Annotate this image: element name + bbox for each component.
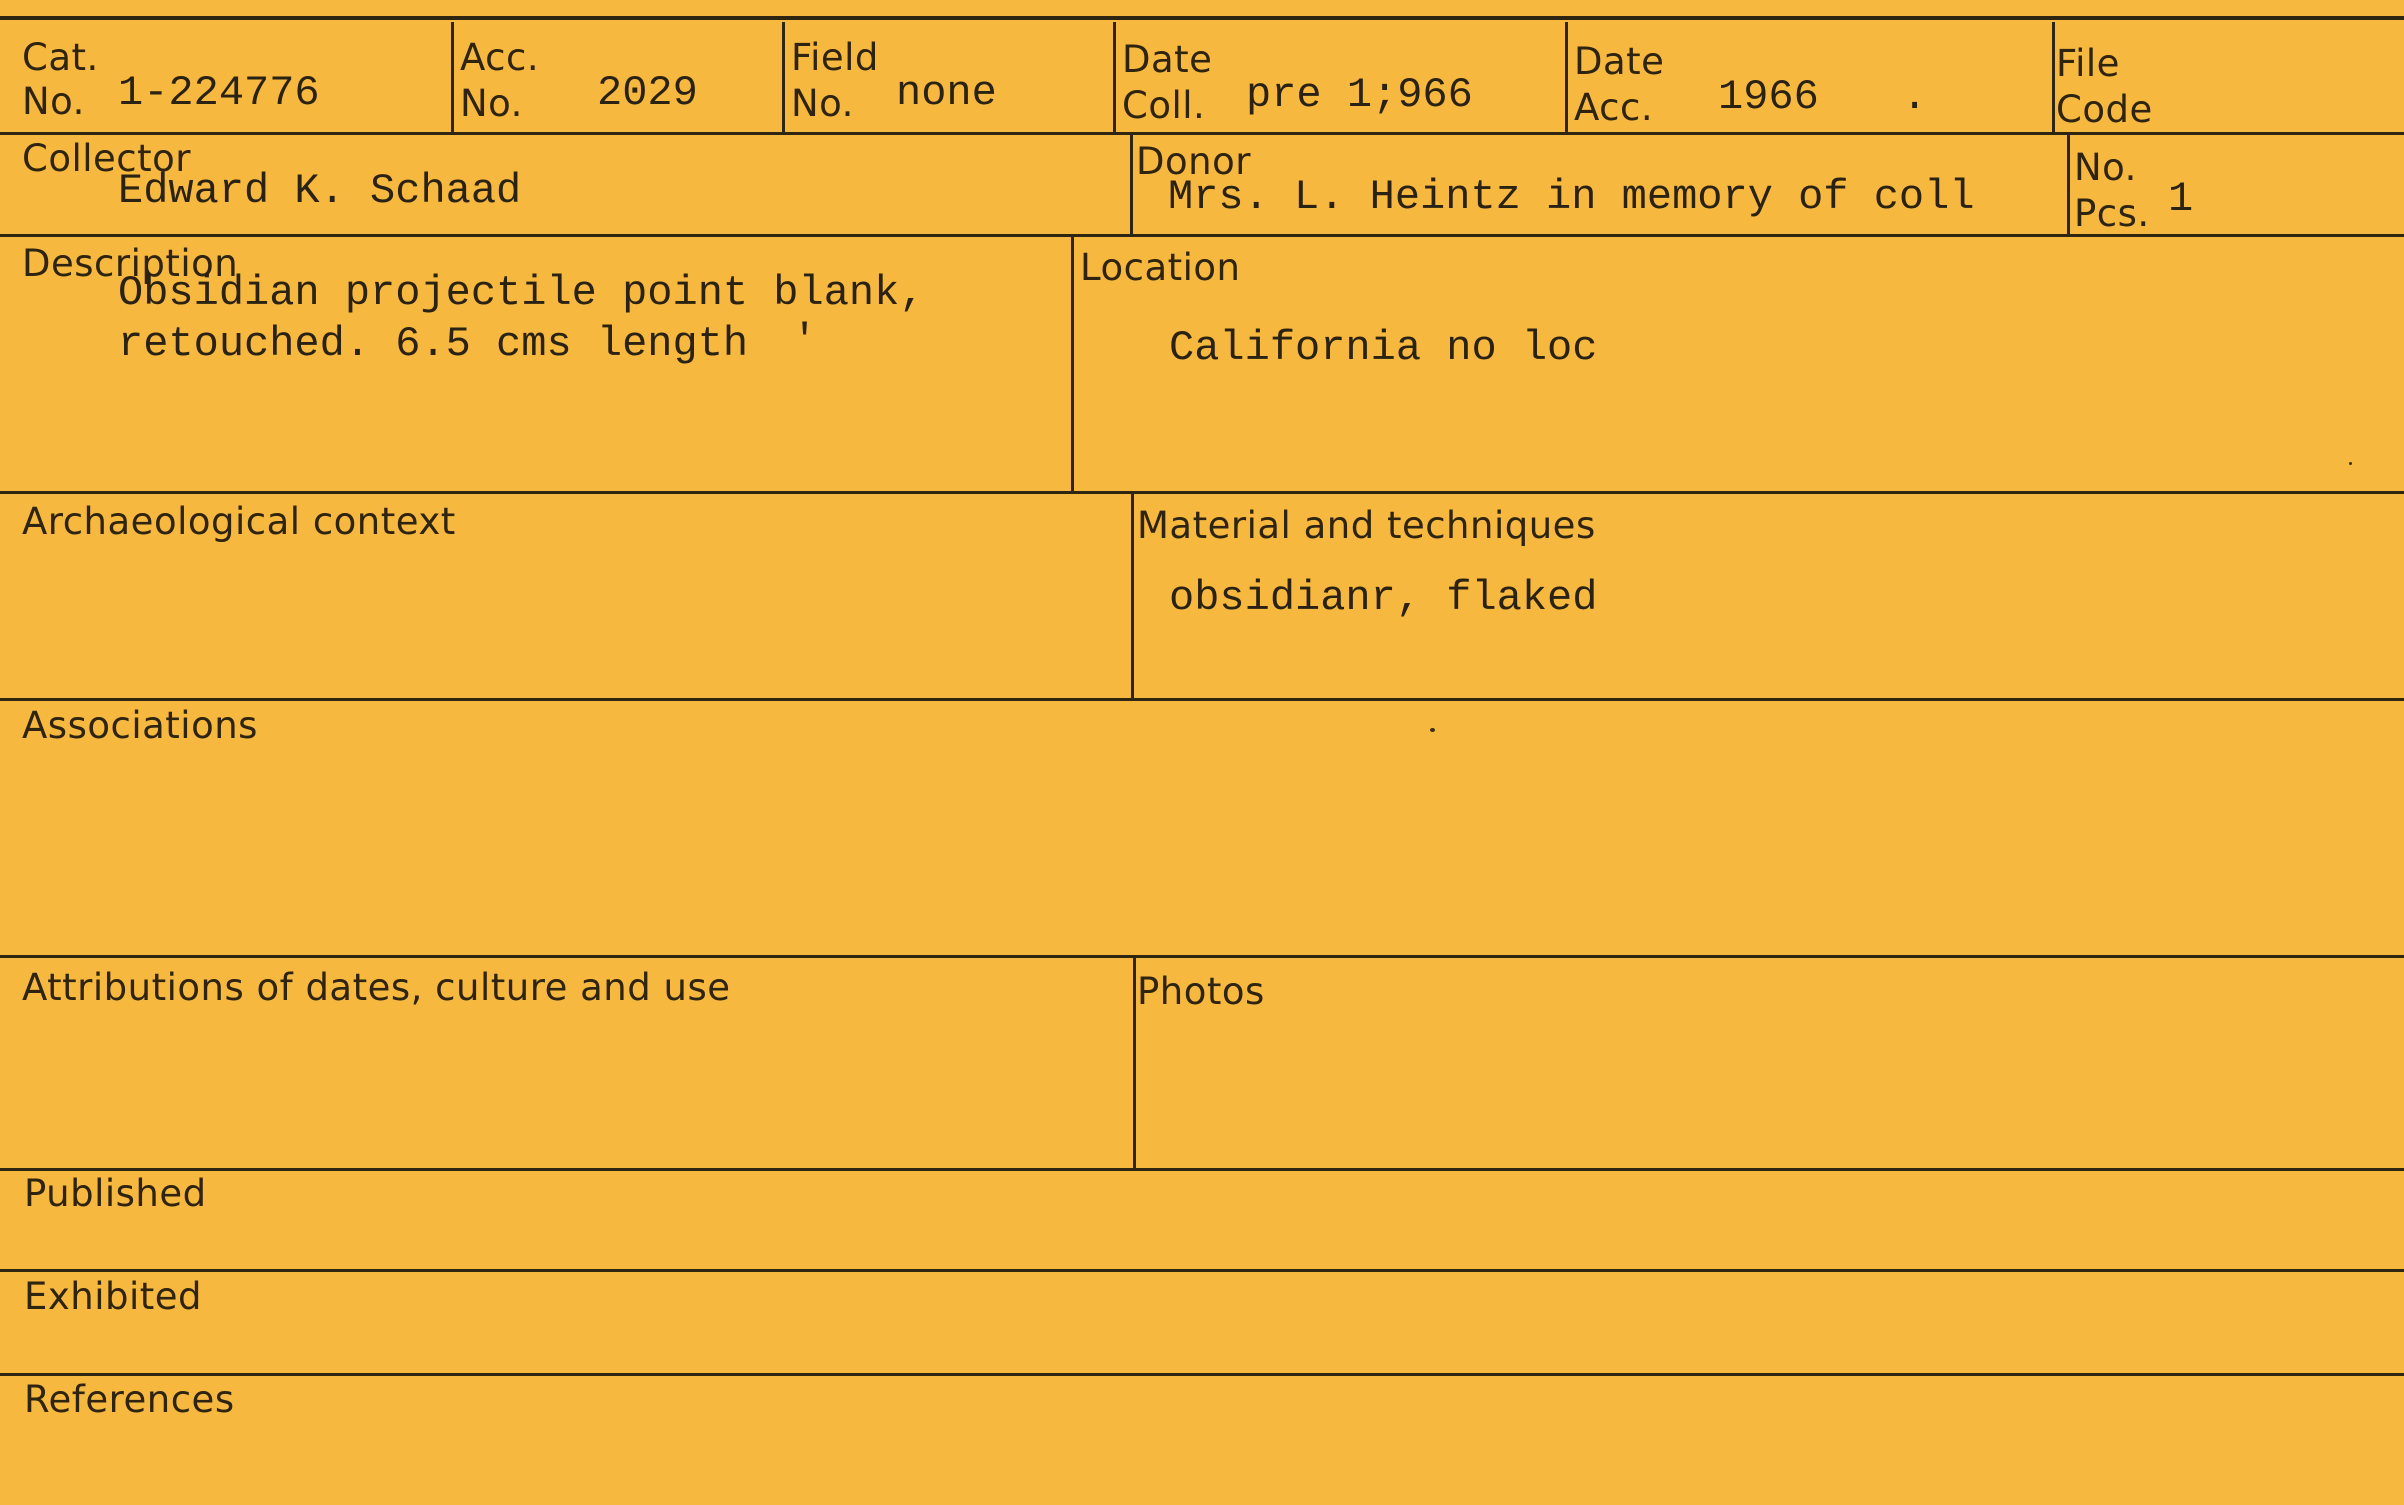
exhibited-label: Exhibited [24,1275,203,1318]
no-pcs-label-2: Pcs. [2074,192,2150,235]
no-pcs-value: 1 [2168,175,2194,223]
location-value: California no loc [1169,324,1598,372]
rule-attributions-bottom [0,1168,2404,1171]
field-no-label-2: No. [791,82,854,125]
description-line-2: retouched. 6.5 cms length [118,320,749,368]
cat-no-value: 1-224776 [118,69,320,117]
acc-no-label-1: Acc. [460,36,540,79]
rule-top [0,16,2404,20]
paper-speck [2349,462,2352,465]
rule-header-bottom [0,132,2404,135]
date-coll-label-1: Date [1122,38,1213,81]
cat-no-label-2: No. [22,80,85,123]
published-label: Published [24,1172,207,1215]
divider-attributions-photos [1133,955,1136,1168]
divider-donor-pcs [2067,132,2070,234]
rule-collector-bottom [0,234,2404,237]
collector-value: Edward K. Schaad [118,167,522,215]
location-label: Location [1080,246,1241,289]
no-pcs-label-1: No. [2074,146,2137,189]
divider-acc-field [782,22,785,132]
references-label: References [24,1378,235,1421]
file-code-label-2: Code [2056,88,2153,131]
divider-context-material [1131,491,1134,698]
date-acc-value: 1966 [1718,73,1819,121]
date-coll-value: pre 1;966 [1246,71,1473,119]
description-mark: ' [792,317,818,365]
rule-context-bottom [0,698,2404,701]
divider-datecoll-dateacc [1565,22,1568,132]
date-acc-mark: . [1902,73,1928,121]
collector-label: Collector [22,137,191,180]
rule-published-bottom [0,1269,2404,1272]
photos-label: Photos [1137,970,1265,1013]
donor-value: Mrs. L. Heintz in memory of coll [1168,173,1975,221]
description-line-1: Obsidian projectile point blank, [118,269,925,317]
rule-description-bottom [0,491,2404,494]
associations-label: Associations [22,704,258,747]
field-no-label-1: Field [791,36,879,79]
arch-context-label: Archaeological context [22,500,456,543]
material-label: Material and techniques [1137,504,1596,547]
cat-no-label-1: Cat. [22,36,99,79]
attributions-label: Attributions of dates, culture and use [22,966,731,1009]
rule-associations-bottom [0,955,2404,958]
divider-description-location [1071,234,1074,491]
divider-cat-acc [451,22,454,132]
file-code-label-1: File [2056,42,2120,85]
rule-exhibited-bottom [0,1373,2404,1376]
divider-field-datecoll [1113,22,1116,132]
description-label: Description [22,242,239,285]
divider-dateacc-filecode [2052,22,2055,132]
date-acc-label-1: Date [1574,40,1665,83]
field-no-value: none [896,69,997,117]
material-value: obsidianr, flaked [1169,574,1598,622]
date-acc-label-2: Acc. [1574,86,1654,129]
paper-speck [1430,728,1435,732]
acc-no-value: 2029 [597,69,698,117]
acc-no-label-2: No. [460,82,523,125]
date-coll-label-2: Coll. [1122,84,1206,127]
donor-label: Donor [1136,140,1251,183]
divider-collector-donor [1130,132,1133,234]
